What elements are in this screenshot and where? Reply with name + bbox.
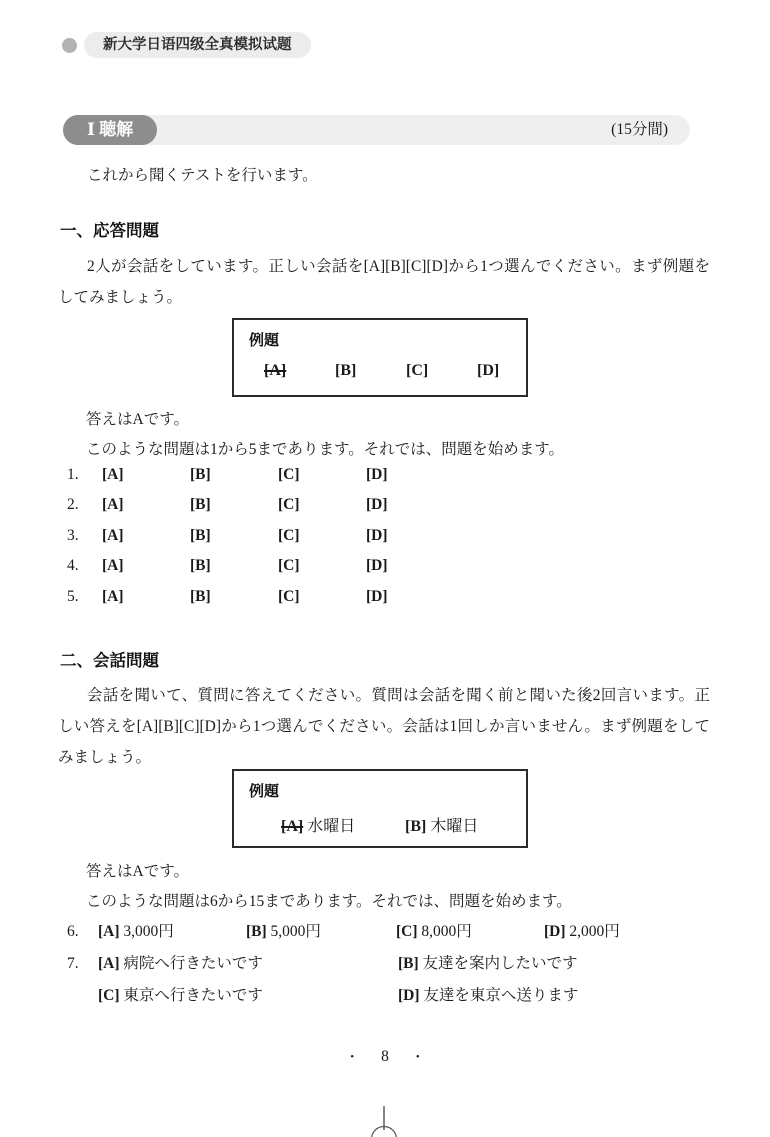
- part1-instructions: 2人が会話をしています。正しい会話を[A][B][C][D]から1つ選んでください。まず例題をしてみましょう。: [58, 258, 710, 306]
- option-c: [C]: [278, 496, 300, 514]
- option-a: [A]: [102, 557, 124, 575]
- option-b: [B]: [190, 526, 211, 544]
- document-header: [62, 32, 311, 58]
- book-title: 新大学日语四级全真模拟试题: [84, 32, 311, 58]
- option-d: [D]: [366, 466, 388, 483]
- section-header-bar: [63, 115, 690, 145]
- footer-right-dot: •: [415, 1051, 420, 1063]
- part2-range-note: このような問題は6から15まであります。それでは、問題を始めます。: [86, 893, 572, 910]
- example-title: 例題: [249, 783, 280, 800]
- question-number: 1.: [67, 466, 79, 483]
- option-c: [C]: [278, 587, 300, 605]
- question-number: 7.: [67, 955, 79, 972]
- option-d: [D] 2,000円: [544, 923, 620, 940]
- part1-answer-note: 答えはAです。: [86, 411, 189, 428]
- part2-example-box: [232, 769, 528, 848]
- example1-option-b: [B]: [335, 362, 357, 379]
- example1-option-c: [C]: [406, 362, 429, 379]
- page-number: 8: [381, 1048, 389, 1065]
- option-d: [D]: [366, 557, 388, 575]
- question-row-5: [67, 588, 454, 618]
- question-number: 6.: [67, 923, 79, 940]
- option-b: [B] 5,000円: [246, 923, 321, 940]
- option-d: [D] 友達を東京へ送ります: [398, 987, 579, 1004]
- section-title: Ⅰ 聴解: [63, 115, 157, 145]
- option-b: [B]: [190, 587, 211, 605]
- question-row-7-line-2: [67, 983, 578, 1005]
- example-title: 例題: [249, 332, 280, 349]
- intro-text: これから聞くテストを行います。: [87, 167, 318, 184]
- question-number: 2.: [67, 496, 79, 514]
- question-number: 3.: [67, 526, 79, 544]
- part1-heading: 一、応答問題: [60, 222, 159, 240]
- question-row-1: [67, 466, 454, 496]
- question-row-6: [67, 919, 620, 941]
- option-b: [B] 友達を案内したいです: [398, 955, 578, 972]
- header-bullet-icon: [62, 38, 77, 53]
- footer-left-dot: •: [350, 1051, 355, 1063]
- question-number: 5.: [67, 587, 79, 605]
- option-d: [D]: [366, 496, 388, 514]
- option-b: [B]: [190, 557, 211, 575]
- part2-answer-note: 答えはAです。: [86, 863, 189, 880]
- question-row-2: [67, 496, 454, 526]
- example1-option-d: [D]: [477, 362, 500, 379]
- page-footer: [0, 1048, 770, 1066]
- option-a: [A] 病院へ行きたいです: [98, 955, 263, 972]
- example2-option-b: [405, 813, 478, 836]
- option-a: [A]: [102, 496, 124, 514]
- question-row-3: [67, 527, 454, 557]
- part1-question-list: [67, 466, 454, 618]
- question-number: 4.: [67, 557, 79, 575]
- option-a-text: 水曜日: [307, 818, 356, 835]
- question-row-4: [67, 557, 454, 587]
- example2-option-a: [281, 813, 405, 836]
- option-b: [B]: [190, 466, 211, 483]
- section-duration: (15分間): [611, 121, 668, 138]
- question-row-7-line-1: [67, 951, 578, 973]
- option-d: [D]: [366, 526, 388, 544]
- part2-instructions: 会話を聞いて、質問に答えてください。質問は会話を聞く前と聞いた後2回言います。正しい答えを[A][B][C][D]から1つ選んでください。会話は1回しか言いません。まず例題をしてみましょう。: [58, 687, 710, 766]
- option-a: [A]: [102, 466, 124, 483]
- part2-heading: 二、会話問題: [60, 652, 159, 670]
- option-c: [C]: [278, 466, 300, 483]
- option-a-label: [A]: [281, 818, 304, 835]
- option-c: [C]: [278, 526, 300, 544]
- part1-range-note: このような問題は1から5まであります。それでは、問題を始めます。: [86, 441, 565, 458]
- option-b-label: [B]: [405, 818, 427, 835]
- part2-example-options: [234, 813, 526, 836]
- option-a: [A]: [102, 526, 124, 544]
- option-c: [C]: [278, 557, 300, 575]
- example1-option-a: [A]: [264, 362, 287, 379]
- option-b: [B]: [190, 496, 211, 514]
- option-d: [D]: [366, 587, 388, 605]
- option-a: [A]: [102, 587, 124, 605]
- option-c: [C] 8,000円: [396, 923, 472, 940]
- option-a: [A] 3,000円: [98, 923, 174, 940]
- registration-mark-icon: [367, 1106, 401, 1137]
- option-c: [C] 東京へ行きたいです: [98, 987, 263, 1004]
- part1-example-options: [234, 362, 526, 380]
- part1-example-box: [232, 318, 528, 397]
- option-b-text: 木曜日: [430, 818, 479, 835]
